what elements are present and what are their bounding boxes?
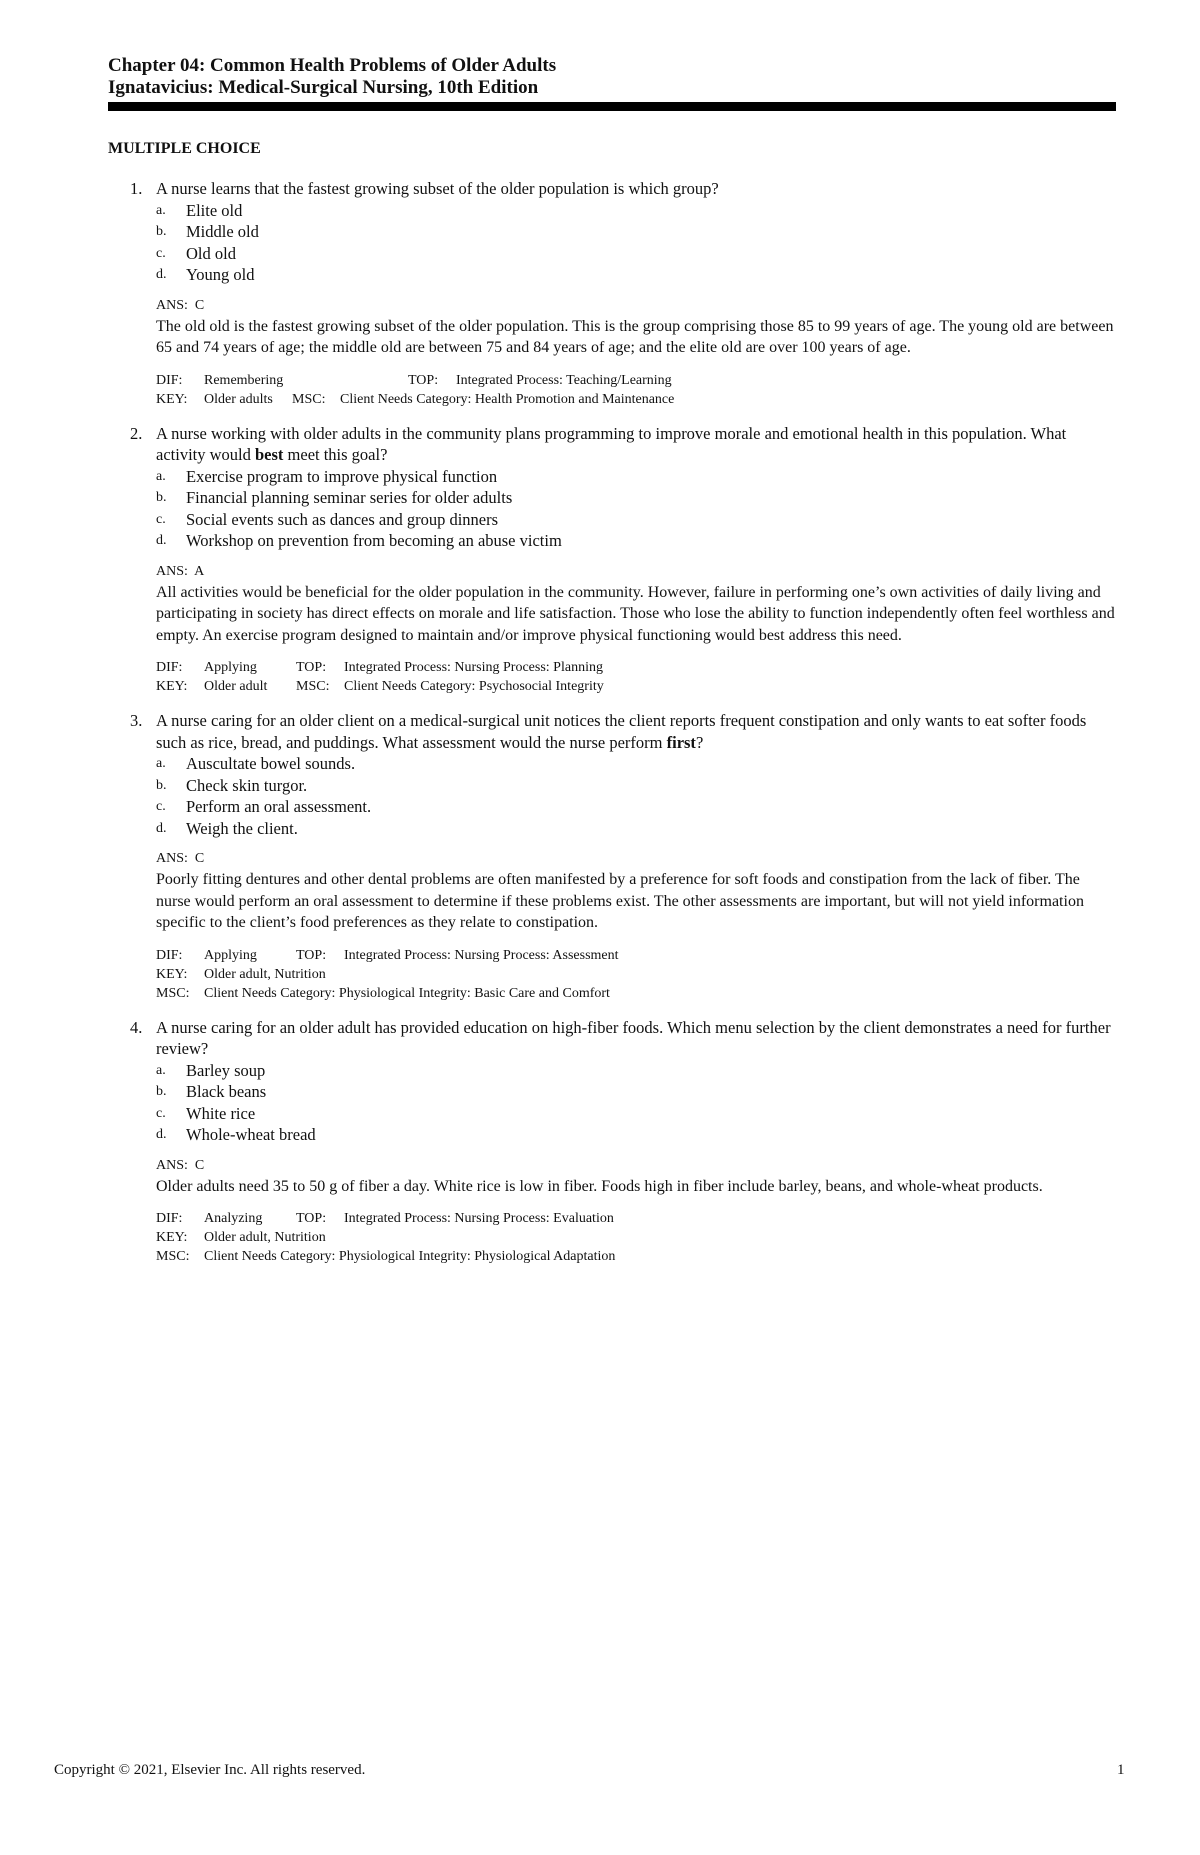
msc-label: MSC:: [156, 985, 190, 1001]
answer-line: [156, 849, 1116, 869]
question-stem: A nurse caring for an older client on a medical-surgical unit notices the client reports frequent constipation and only wants to eat softer foods such as rice, bread, and puddings. What assessment would the nurse perform first?: [156, 711, 1087, 752]
option-letter: b.: [156, 224, 167, 239]
question-number: 3.: [130, 711, 143, 730]
question-metadata: [156, 1209, 1116, 1266]
option-text: White rice: [186, 1103, 256, 1123]
option-letter: c.: [156, 1105, 166, 1121]
top-value: Integrated Process: Nursing Process: Assessment: [344, 947, 619, 963]
key-label: KEY:: [156, 1230, 188, 1245]
option-text: Old old: [186, 243, 236, 263]
msc-value: Client Needs Category: Health Promotion and Maintenance: [340, 391, 675, 407]
question-metadata: [156, 946, 1116, 1003]
question-stem: A nurse learns that the fastest growing subset of the older population is which group?: [156, 179, 719, 198]
option: [156, 1060, 1116, 1082]
question-metadata: [156, 371, 1116, 409]
rationale: Older adults need 35 to 50 g of fiber a day. White rice is low in fiber. Foods high in fiber include barley, beans, and whole-wheat products.: [156, 1177, 1043, 1195]
option-letter: d.: [156, 533, 167, 548]
dif-value: Applying: [204, 947, 257, 963]
option: [156, 1081, 1116, 1103]
option: [156, 200, 1116, 222]
option-letter: b.: [156, 490, 167, 505]
option-letter: d.: [156, 267, 167, 282]
dif-label: DIF:: [156, 1211, 183, 1226]
option-letter: c.: [156, 511, 166, 527]
option-letter: c.: [156, 245, 166, 261]
option-text: Check skin turgor.: [186, 775, 308, 795]
key-label: KEY:: [156, 966, 188, 982]
option-text: Black beans: [186, 1082, 267, 1101]
answer-value: C: [194, 851, 205, 866]
section-title: MULTIPLE CHOICE: [108, 140, 261, 157]
option-text: Exercise program to improve physical function: [186, 466, 498, 486]
option-text: Weigh the client.: [186, 818, 298, 838]
key-value: Older adult: [204, 679, 268, 694]
option: [156, 243, 1116, 265]
msc-label: MSC:: [156, 1249, 190, 1264]
question-list: [108, 178, 1116, 1266]
option-text: Perform an oral assessment.: [186, 797, 372, 816]
option: [156, 509, 1116, 531]
option-list: [156, 466, 1116, 552]
question-number: 2.: [130, 423, 143, 443]
key-value: Older adult, Nutrition: [204, 1230, 326, 1245]
option-letter: d.: [156, 820, 167, 836]
option-letter: a.: [156, 202, 166, 218]
question-number: 4.: [130, 1017, 143, 1037]
option-letter: a.: [156, 756, 166, 771]
key-value: Older adult, Nutrition: [204, 966, 326, 982]
answer-value: A: [194, 563, 205, 579]
msc-value: Client Needs Category: Physiological Integrity: Basic Care and Comfort: [204, 985, 610, 1001]
msc-label: MSC:: [296, 679, 330, 694]
option: [156, 530, 1116, 552]
emphasis-word: best: [254, 445, 284, 464]
top-label: TOP:: [296, 1211, 327, 1226]
rationale: All activities would be beneficial for the older population in the community. However, failure in performing one’s own activities of daily living and participating in society has direct effects on morale and life satisfaction. Those who lose the ability to function independently often feel worthless and empty. An exercise program designed to maintain and/or improve physical functioning would best address this need.: [156, 583, 1115, 644]
key-label: KEY:: [156, 679, 188, 694]
answer-line: [156, 1156, 1116, 1176]
answer-label: ANS:: [156, 1157, 188, 1173]
option: [156, 221, 1116, 243]
option-letter: b.: [156, 777, 167, 793]
option-letter: a.: [156, 1062, 166, 1078]
key-label: KEY:: [156, 391, 188, 407]
option: [156, 264, 1116, 286]
dif-value: Analyzing: [204, 1211, 263, 1226]
option-letter: d.: [156, 1127, 167, 1142]
rationale: Poorly fitting dentures and other dental problems are often manifested by a preference for soft foods and constipation from the lack of fiber. The nurse would perform an oral assessment to determine if these problems exist. The other assessments are important, but will not yield information specific to the client’s food preferences as they relate to constipation.: [156, 871, 1084, 931]
msc-value: Client Needs Category: Physiological Integrity: Physiological Adaptation: [204, 1249, 616, 1264]
option-text: Middle old: [186, 222, 259, 241]
top-label: TOP:: [408, 372, 439, 388]
document-header: [108, 55, 1116, 99]
option-list: [156, 753, 1116, 839]
question-2: [108, 423, 1116, 697]
option-letter: a.: [156, 468, 166, 484]
question-1: [108, 178, 1116, 409]
top-value: Integrated Process: Nursing Process: Evaluation: [344, 1211, 614, 1226]
option-letter: b.: [156, 1084, 167, 1099]
question-number: 1.: [130, 179, 143, 198]
option: [156, 1124, 1116, 1146]
emphasis-word: first: [666, 732, 696, 752]
dif-value: Remembering: [204, 372, 284, 388]
book-title: Ignatavicius: Medical-Surgical Nursing, 10th Edition: [108, 77, 539, 98]
rationale: The old old is the fastest growing subset of the older population. This is the group comprising those 85 to 99 years of age. The young old are between 65 and 74 years of age; the middle old are between 75 and 84 years of age; and the elite old are over 100 years of age.: [156, 317, 1114, 356]
option: [156, 796, 1116, 818]
answer-value: C: [194, 1157, 205, 1173]
option-list: [156, 200, 1116, 286]
option: [156, 1103, 1116, 1125]
header-rule: [108, 102, 1116, 111]
option: [156, 753, 1116, 775]
dif-label: DIF:: [156, 660, 183, 675]
question-3: [108, 710, 1116, 1003]
answer-label: ANS:: [156, 851, 188, 866]
question-metadata: [156, 658, 1116, 696]
chapter-title: Chapter 04: Common Health Problems of Older Adults: [108, 55, 557, 76]
answer-value: C: [194, 297, 205, 313]
option-text: Whole-wheat bread: [186, 1125, 316, 1144]
option: [156, 775, 1116, 797]
option: [156, 487, 1116, 509]
top-value: Integrated Process: Teaching/Learning: [456, 372, 672, 388]
question-4: [108, 1017, 1116, 1267]
dif-label: DIF:: [156, 947, 183, 963]
question-stem: A nurse caring for an older adult has provided education on high-fiber foods. Which menu selection by the client demonstrates a need for further review?: [156, 1017, 1111, 1058]
option: [156, 466, 1116, 488]
question-stem: A nurse working with older adults in the community plans programming to improve morale and emotional health in this population. What activity would best meet this goal?: [156, 423, 1067, 464]
answer-label: ANS:: [156, 297, 188, 313]
option-text: Elite old: [186, 200, 243, 220]
option-text: Young old: [186, 265, 255, 284]
option-text: Barley soup: [186, 1060, 266, 1080]
answer-line: [156, 296, 1116, 316]
option: [156, 818, 1116, 840]
option-list: [156, 1060, 1116, 1146]
top-value: Integrated Process: Nursing Process: Planning: [344, 660, 603, 675]
option-text: Auscultate bowel sounds.: [186, 754, 356, 773]
dif-label: DIF:: [156, 372, 183, 388]
dif-value: Applying: [204, 660, 257, 675]
option-text: Workshop on prevention from becoming an abuse victim: [186, 531, 562, 550]
answer-line: [156, 562, 1116, 582]
option-letter: c.: [156, 799, 166, 814]
copyright-notice: Copyright © 2021, Elsevier Inc. All rights reserved.: [54, 1762, 366, 1778]
top-label: TOP:: [296, 947, 327, 963]
option-text: Social events such as dances and group dinners: [186, 509, 499, 529]
top-label: TOP:: [296, 660, 327, 675]
page-number: 1: [1117, 1762, 1125, 1778]
option-text: Financial planning seminar series for older adults: [186, 488, 513, 507]
answer-label: ANS:: [156, 563, 188, 579]
key-value: Older adults: [204, 391, 273, 407]
msc-label: MSC:: [292, 391, 326, 407]
msc-value: Client Needs Category: Psychosocial Integrity: [344, 679, 604, 694]
